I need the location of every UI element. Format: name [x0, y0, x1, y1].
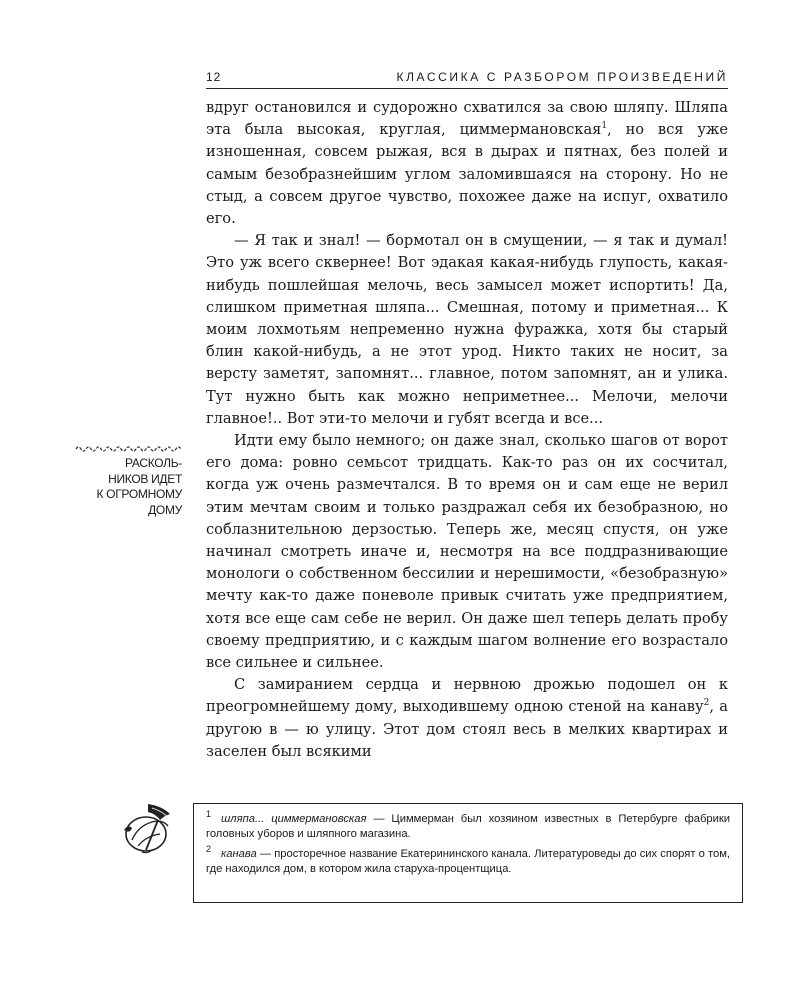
page-header — [206, 70, 728, 89]
paragraph: С замиранием сердца и нервною дрожью подошел он к преогромнейшему дому, выходившему одною стеной на канаву$^2$, а другою в — ю улицу. Этот дом стоял весь в мелких квартирах и заселен был всякими — [206, 676, 728, 760]
main-text — [206, 97, 728, 763]
margin-ornament-icon — [74, 445, 184, 453]
paragraph: — Я так и знал! — бормотал он в смущении, — я так и думал! Это уж всего сквернее! Вот эдакая какая-нибудь глупость, какая-нибудь пошлейшая мелочь, весь замысел может испортить! Да, слишком приметная шляпа... Смешная, потому и приметная... К моим лохмотьям непременно нужна фуражка, хотя бы старый блин какой-нибудь, а не этот урод. Никто таких не носит, за версту заметят, запомнят... главное, потом запомнят, ан и улика. Тут нужно быть как можно неприметнее... Мелочи, мелочи главное!.. Вот эти-то мелочи и губят всегда и все... — [206, 232, 728, 427]
margin-note: РАСКОЛЬ- НИКОВ ИДЕТ К ОГРОМНОМУ ДОМУ — [96, 456, 182, 517]
footnote-ref-1[interactable]: 1 — [601, 121, 608, 132]
paragraph: Идти ему было немного; он даже знал, сколько шагов от ворот его дома: ровно семьсот тридцать. Как-то раз он их сосчитал, когда уж очень размечтался. В то время он и сам еще не верил этим мечтам своим и только раздражал себя их безобразною, но соблазнительною дерзостью. Теперь же, месяц спустя, он уже начинал смотреть иначе и, несмотря на все поддразнивающие монологи о собственном бессилии и нерешимости, «безобразную» мечту как-то даже поневоле привык считать уже предприятием, хотя все еще сам себе не верил. Он даже шел теперь делать пробу своему предприятию, и с каждым шагом волнение его возрастало все сильнее и сильнее. — [206, 432, 728, 672]
footnote-2: $^2$ канава — просторечное название Екатерининского канала. Литературоведы до сих спорят о том, где находился дом, в котором жила старуха-процентщица. — [206, 844, 730, 875]
paragraph: вдруг остановился и судорожно схватился за свою шляпу. Шляпа эта была высокая, круглая, циммермановская$^1$, но вся уже изношенная, совсем рыжая, вся в дырах и пятнах, без полей и самым безобразнейшим углом заломившаяся на сторону. Но не стыд, а совсем другое чувство, похожее даже на испуг, охватило его. — [206, 99, 728, 228]
footnotes-box — [193, 803, 743, 903]
quill-pen-icon — [118, 800, 180, 858]
running-title: КЛАССИКА С РАЗБОРОМ ПРОИЗВЕДЕНИЙ — [396, 70, 728, 84]
page-number: 12 — [206, 70, 222, 84]
footnote-1: $^1$ шляпа... циммермановская — Циммерман был хозяином известных в Петербурге фабрики головных уборов и шляпного магазина. — [206, 809, 730, 840]
footnote-ref-2[interactable]: 2 — [703, 698, 710, 709]
